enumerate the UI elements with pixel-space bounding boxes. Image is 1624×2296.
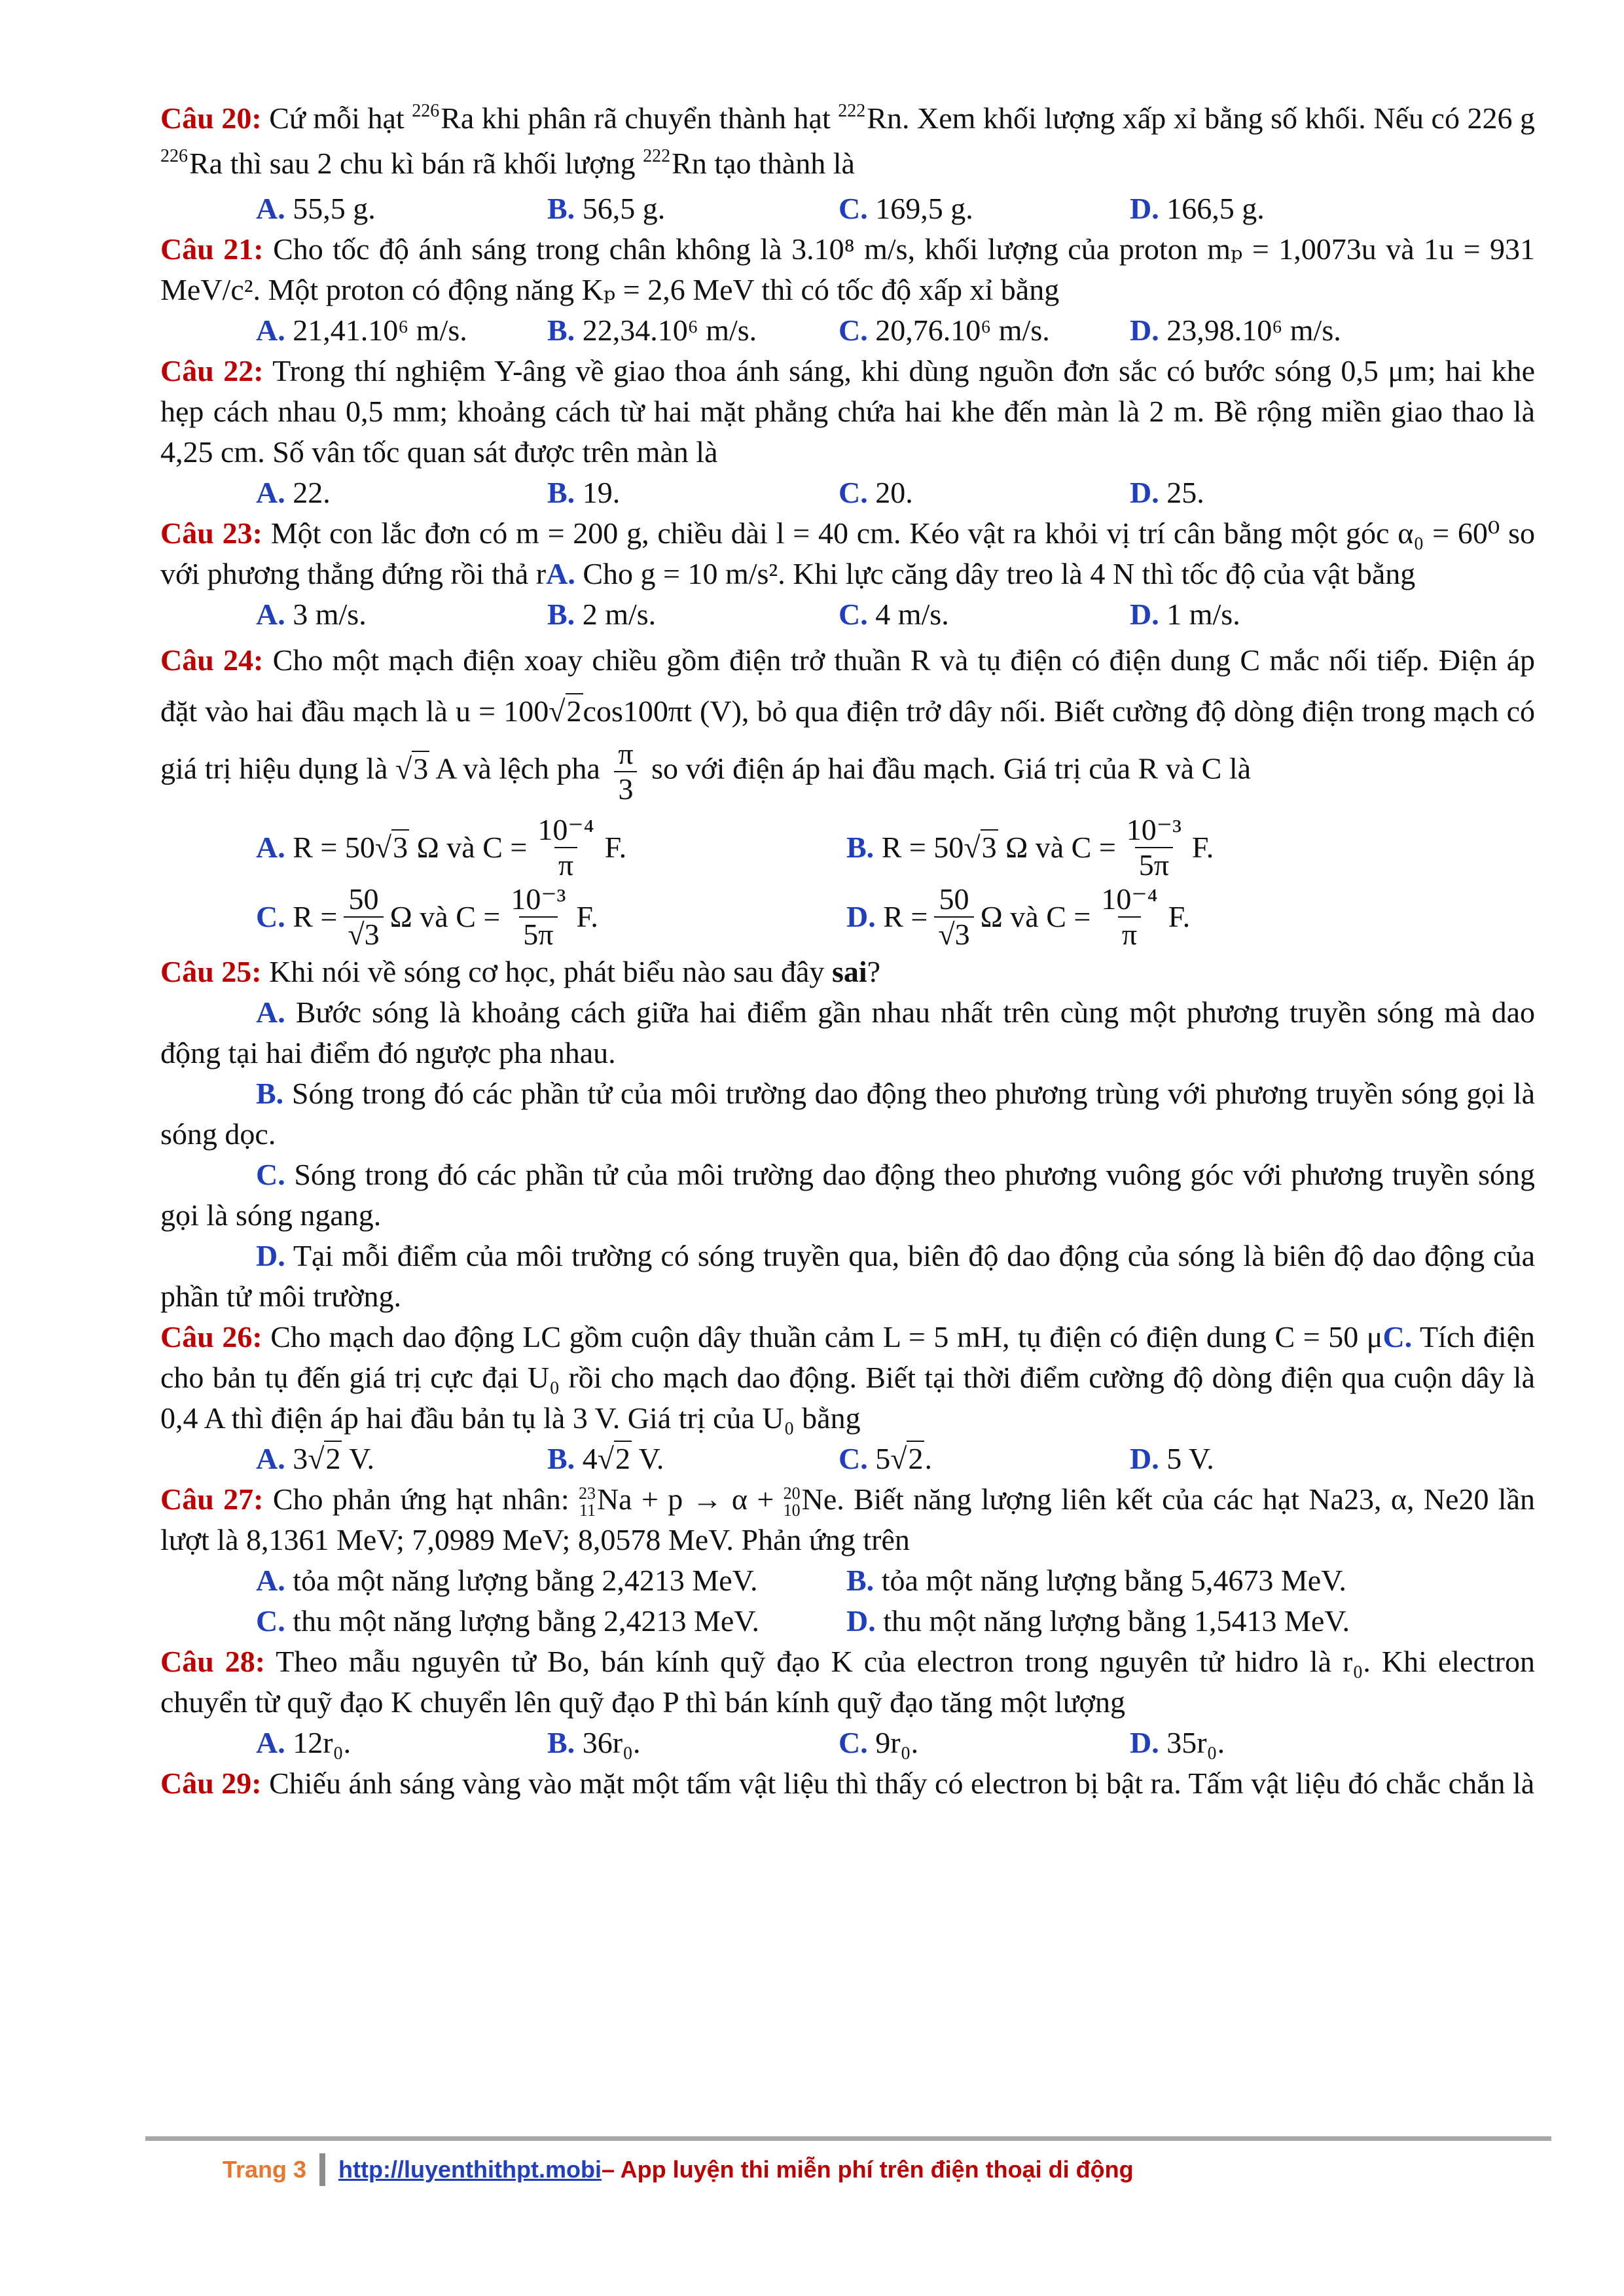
nuclide-numbers: 23 11 (578, 1484, 596, 1520)
mass-number: 226 (412, 101, 440, 121)
option-b[interactable]: B. 56,5 g. (547, 192, 666, 225)
option-b[interactable]: B. Sóng trong đó các phần tử của môi trường dao động theo phương trùng với phương truyền sóng gọi là sóng dọc. (160, 1077, 1535, 1151)
question-text: Khi nói về sóng cơ học, phát biểu nào sau đây (269, 955, 825, 988)
option-a[interactable]: A. Bước sóng là khoảng cách giữa hai điểm gần nhau nhất trên cùng một phương truyền sóng mà dao động tại hai điểm đó ngược pha nhau. (160, 996, 1536, 1069)
question-label: Câu 26: (160, 1320, 262, 1354)
option-b[interactable]: B. R = 50 √3 Ω và C = $\frac{\text{10⁻³}}{5\pi}$ F. (846, 813, 1214, 882)
option-c[interactable]: C. 5√2. (839, 1442, 932, 1475)
element-symbol: Ra (189, 147, 223, 180)
option-a[interactable]: A. tỏa một năng lượng bằng 2,4213 MeV. (256, 1564, 758, 1597)
option-d[interactable]: D. Tại mỗi điểm của môi trường có sóng truyền qua, biên độ dao động của sóng là biên độ dao động của phần tử môi trường. (160, 1239, 1535, 1313)
question-label: Câu 27: (160, 1482, 264, 1516)
sqrt-symbol: √3 (395, 751, 429, 785)
question-24 (160, 635, 1535, 806)
options-row (160, 882, 1535, 952)
option-a[interactable]: A. 3 m/s. (256, 598, 367, 631)
element-symbol: Ne (801, 1482, 837, 1516)
option-c[interactable]: C. 20,76.10⁶ m/s. (839, 314, 1050, 347)
sqrt-symbol: √2 (549, 694, 582, 728)
option-c[interactable]: C. Sóng trong đó các phần tử của môi trường dao động theo phương vuông góc với phương truyền sóng gọi là sóng ngang. (160, 1158, 1535, 1232)
question-text: Một con lắc đơn có m = 200 g, chiều dài l = 40 cm. Kéo vật ra khỏi vị trí cân bằng một góc α₀ = 60⁰ so với phương thẳng đứng rồi thả r (160, 516, 1535, 590)
question-29 (160, 1763, 1535, 1804)
element-symbol: Rn (867, 101, 902, 135)
question-label: Câu 24: (160, 643, 264, 677)
question-label: Câu 22: (160, 354, 264, 387)
option-c[interactable]: C. 20. (839, 476, 913, 509)
stray-label: C. (1382, 1320, 1413, 1354)
option-d[interactable]: D. thu một năng lượng bằng 1,5413 MeV. (846, 1604, 1350, 1638)
question-text: . Xem khối lượng xấp xỉ bằng số khối. Nếu có 226 g (901, 101, 1536, 135)
mass-number: 222 (643, 146, 671, 166)
question-text: so với điện áp hai đầu mạch. Giá trị của R và C là (651, 751, 1252, 785)
options-row (160, 594, 1535, 635)
question-22 (160, 351, 1535, 473)
options-row (160, 188, 1535, 229)
question-text: Cho mạch dao động LC gồm cuộn dây thuần cảm L = 5 mH, tụ điện có điện dung C = 50 μ (270, 1320, 1383, 1354)
option-c[interactable]: C. R = $\frac{50}{√3}$ Ω và C = $\frac{\text{10⁻³}}{5\pi}$ F. (256, 882, 598, 951)
page-footer (223, 2153, 1134, 2186)
options-row (160, 473, 1535, 513)
question-label: Câu 28: (160, 1645, 266, 1678)
site-link[interactable]: http://luyenthithpt.mobi (338, 2156, 602, 2183)
question-26 (160, 1317, 1535, 1439)
option-a[interactable]: A. 55,5 g. (256, 192, 376, 225)
options-row (160, 310, 1535, 351)
stray-label: A. (546, 557, 575, 590)
options-row (160, 1560, 1535, 1601)
option-d[interactable]: D. 23,98.10⁶ m/s. (1130, 314, 1341, 347)
question-text: Cho g = 10 m/s². Khi lực căng dây treo là 4 N thì tốc độ của vật bằng (583, 557, 1416, 590)
page-number: Trang 3 (223, 2156, 307, 2183)
question-text: Tích điện cho bản tụ đến giá trị cực đại U₀ rồi cho mạch dao động. Biết tại thời điểm cường độ dòng điện qua cuộn dây là 0,4 A thì điện áp hai đầu bản tụ là 3 V. Giá trị của U₀ bằng (160, 1320, 1536, 1435)
reaction-middle: + p → α + (641, 1482, 774, 1516)
footer-divider (145, 2136, 1551, 2141)
option-a[interactable]: A. 21,41.10⁶ m/s. (256, 314, 467, 347)
question-text: Cho tốc độ ánh sáng trong chân không là 3.10⁸ m/s, khối lượng của proton mₚ = 1,0073u và 1u = 931 MeV/c². Một proton có động năng Kₚ = 2,6 MeV thì có tốc độ xấp xỉ bằng (160, 232, 1536, 306)
option-a[interactable]: A. 3√2 V. (256, 1442, 374, 1475)
option-d[interactable]: D. 5 V. (1130, 1442, 1214, 1475)
question-27 (160, 1479, 1535, 1560)
option-d[interactable]: D. 25. (1130, 476, 1204, 509)
element-symbol: Ra (441, 101, 475, 135)
option-b[interactable]: B. 19. (547, 476, 621, 509)
mass-number: 226 (160, 146, 188, 166)
question-21 (160, 229, 1535, 310)
option-a[interactable]: A. 12r₀. (256, 1726, 352, 1759)
option-b[interactable]: B. 36r₀. (547, 1726, 641, 1759)
question-25: Câu 25: Khi nói về sóng cơ học, phát biểu nào sau đây sai? (160, 955, 881, 988)
element-symbol: Na (596, 1482, 632, 1516)
nuclide-numbers: 20 10 (783, 1484, 801, 1520)
question-text: (V), bỏ qua điện trở dây nối. Biết cường độ dòng điện trong mạch có giá trị hiệu dụng là (160, 694, 1536, 785)
option-b[interactable]: B. tỏa một năng lượng bằng 5,4673 MeV. (846, 1564, 1346, 1597)
phase-fraction: $\frac{\pi}{3}$ (614, 737, 637, 806)
question-label: Câu 20: (160, 101, 262, 135)
option-b[interactable]: B. 2 m/s. (547, 598, 657, 631)
emphasis: sai (831, 955, 867, 988)
option-b[interactable]: B. 4√2 V. (547, 1442, 664, 1475)
question-text: Cho một mạch điện xoay chiều gồm điện trở thuần R và tụ điện có điện dung C mắc nối tiếp. Điện áp đặt vào hai đầu mạch là (160, 643, 1536, 728)
options-row (160, 1723, 1535, 1763)
option-b[interactable]: B. 22,34.10⁶ m/s. (547, 314, 757, 347)
question-label: Câu 29: (160, 1767, 262, 1800)
question-23 (160, 513, 1535, 594)
option-c[interactable]: C. thu một năng lượng bằng 2,4213 MeV. (256, 1604, 760, 1638)
option-c[interactable]: C. 169,5 g. (839, 192, 973, 225)
voltage-equation: u = 100√2cos100πt (456, 694, 692, 728)
question-text: tạo thành là (714, 147, 855, 180)
option-d[interactable]: D. R = $\frac{50}{√3}$ Ω và C = $\frac{\text{10⁻⁴}}{\pi}$ F. (846, 882, 1191, 951)
options-row (160, 1439, 1535, 1479)
question-20 (160, 98, 1535, 188)
question-text: Cứ mỗi hạt (269, 101, 405, 135)
option-a[interactable]: A. R = 50 √3 Ω và C = $\frac{\text{10⁻⁴}}{\pi}$ F. (256, 813, 627, 882)
question-label: Câu 23: (160, 516, 262, 550)
option-a[interactable]: A. 22. (256, 476, 331, 509)
footer-separator (319, 2153, 325, 2186)
option-d[interactable]: D. 35r₀. (1130, 1726, 1225, 1759)
mass-number: 222 (838, 101, 866, 121)
question-text: Theo mẫu nguyên tử Bo, bán kính quỹ đạo K của electron trong nguyên tử hidro là r₀. Khi electron chuyển từ quỹ đạo K chuyển lên quỹ đạo P thì bán kính quỹ đạo tăng một lượng (160, 1645, 1535, 1719)
element-symbol: Rn (672, 147, 707, 180)
question-text: thì sau 2 chu kì bán rã khối lượng (230, 147, 636, 180)
question-text: Cho phản ứng hạt nhân: (272, 1482, 569, 1516)
question-text: A và lệch pha (435, 751, 600, 785)
options-row (160, 813, 1535, 882)
option-c[interactable]: C. 4 m/s. (839, 598, 949, 631)
option-d[interactable]: D. 1 m/s. (1130, 598, 1240, 631)
exam-page (160, 98, 1535, 1804)
options-row (160, 1601, 1535, 1641)
question-label: Câu 25: (160, 955, 262, 988)
question-text: Trong thí nghiệm Y-âng về giao thoa ánh sáng, khi dùng nguồn đơn sắc có bước sóng 0,5 μm; hai khe hẹp cách nhau 0,5 mm; khoảng cách từ hai mặt phẳng chứa hai khe đến màn là 2 m. Bề rộng miền giao thao là 4,25 cm. Số vân tốc quan sát được trên màn là (160, 354, 1535, 469)
option-c[interactable]: C. 9r₀. (839, 1726, 919, 1759)
question-28 (160, 1641, 1535, 1723)
option-d[interactable]: D. 166,5 g. (1130, 192, 1265, 225)
question-text: khi phân rã chuyển thành hạt (481, 101, 831, 135)
question-text: Chiếu ánh sáng vàng vào mặt một tấm vật liệu thì thấy có electron bị bật ra. Tấm vật liệu đó chắc chắn là (269, 1767, 1535, 1800)
question-text: . Biết năng lượng liên kết của các hạt Na23, α, Ne20 lần lượt là 8,1361 MeV; 7,0989 MeV; 8,0578 MeV. Phản ứng trên (160, 1482, 1536, 1556)
footer-slogan: – App luyện thi miễn phí trên điện thoại di động (601, 2156, 1134, 2183)
question-label: Câu 21: (160, 232, 264, 266)
